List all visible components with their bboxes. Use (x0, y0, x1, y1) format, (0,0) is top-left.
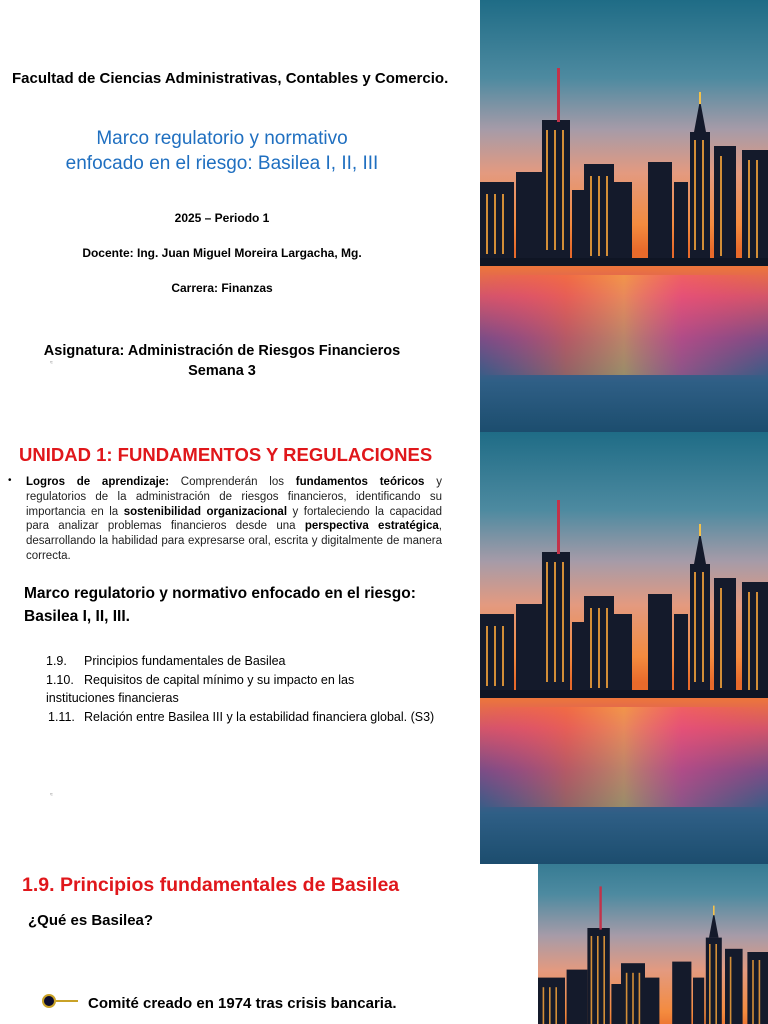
period-label: 2025 – Periodo 1 (174, 211, 270, 225)
bullet-icon: • (8, 475, 12, 486)
slide-mark: ≈ (50, 360, 53, 366)
carrera-label: Carrera: Finanzas (171, 281, 273, 295)
learning-outcomes: Logros de aprendizaje: Comprenderán los fundamentos teóricos y regulatorios de la administración de riesgos financieros, identificando su importancia en la sostenibilidad organizacional y fortaleciendo la capacidad para analizar problemas financieros desde una perspectiva estratégica, desarrollando la habilidad para expresarse oral, escrita y digitalmente de manera correcta. (26, 476, 443, 562)
section-title: 1.9. Principios fundamentales de Basilea (22, 874, 400, 896)
timeline-dot-icon (42, 994, 56, 1008)
city-skyline-image (480, 432, 768, 864)
basilea-slide (0, 864, 768, 1024)
city-skyline-image (480, 0, 768, 432)
topic-item-continuation: instituciones financieras (46, 691, 179, 705)
asignatura-block (30, 341, 414, 381)
topic-item: 1.11. Relación entre Basilea III y la estabilidad financiera global. (S3) (48, 709, 435, 724)
topic-item: 1.9. Principios fundamentales de Basilea (46, 654, 286, 668)
title-slide (0, 0, 768, 432)
semana-label: Semana 3 (188, 363, 256, 379)
faculty-name: Facultad de Ciencias Administrativas, Contables y Comercio. (12, 70, 449, 87)
topic-heading: Marco regulatorio y normativo enfocado en el riesgo: Basilea I, II, III. (24, 585, 416, 625)
slide-mark: ≈ (50, 792, 53, 798)
docente-label: Docente: Ing. Juan Miguel Moreira Largacha, Mg. (82, 246, 362, 260)
timeline-point: Comité creado en 1974 tras crisis bancaria. (88, 995, 397, 1012)
timeline-connector (56, 1000, 78, 1002)
presentation-title: Marco regulatorio y normativo enfocado en el riesgo: Basilea I, II, III (65, 128, 379, 174)
city-skyline-image (538, 864, 768, 1024)
topic-list (46, 652, 476, 726)
unit-heading: UNIDAD 1: FUNDAMENTOS Y REGULACIONES (19, 444, 433, 465)
asignatura-label: Asignatura: Administración de Riesgos Financieros (43, 343, 401, 359)
question-heading: ¿Qué es Basilea? (28, 912, 154, 929)
topic-item: 1.10. Requisitos de capital mínimo y su impacto en las (46, 672, 355, 687)
unit-slide (0, 432, 768, 864)
